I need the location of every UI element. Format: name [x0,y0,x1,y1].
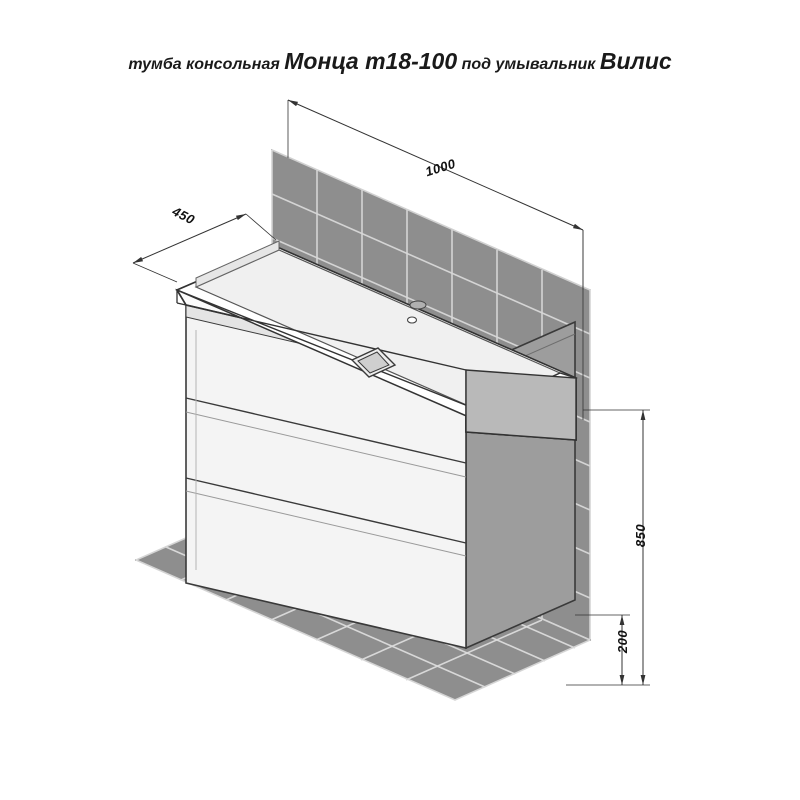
title-prefix: тумба консольная [128,56,285,73]
dimension-base-height-label: 200 [615,629,631,654]
dimension-height-label: 850 [633,523,649,548]
title-middle: под умывальник [457,56,600,73]
tap-hole-icon [408,317,417,323]
dimension-depth-label: 450 [169,203,198,228]
title-basin: Вилис [599,48,672,74]
dimension-width-label: 1000 [423,155,458,180]
title-model: Монца т18-100 [284,48,458,74]
overflow-hole-icon [410,301,426,309]
